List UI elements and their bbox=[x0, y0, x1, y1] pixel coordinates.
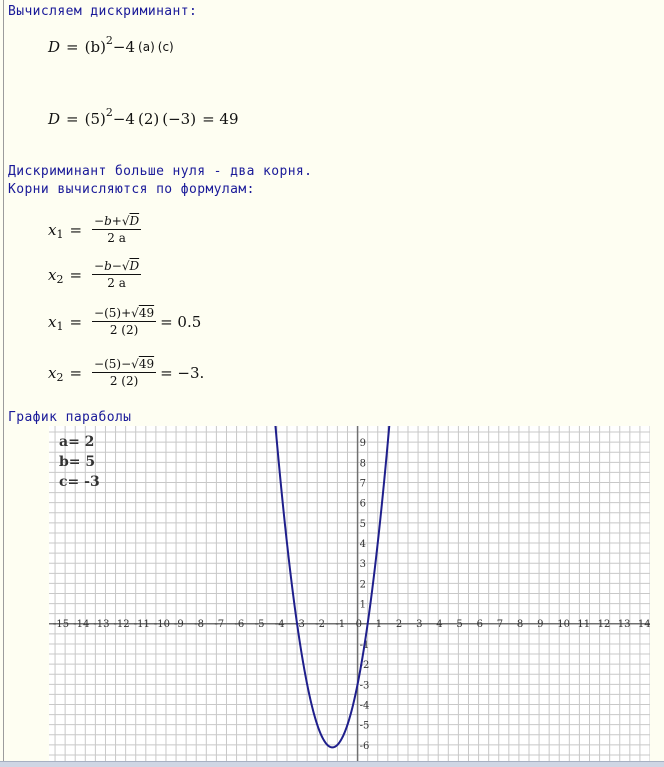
y-tick-label: 7 bbox=[359, 478, 366, 490]
x1-calc-sub: 1 bbox=[56, 320, 64, 333]
x2-calc-sub: 2 bbox=[56, 371, 64, 384]
x-tick-label: 4 bbox=[436, 618, 443, 630]
y-tick-label: -4 bbox=[359, 700, 370, 712]
y-tick-label: 4 bbox=[359, 539, 366, 551]
x2-numerator: −b−√D bbox=[94, 259, 140, 273]
y-tick-label: 9 bbox=[359, 438, 366, 450]
formula2-a: (2) bbox=[137, 110, 160, 128]
x-tick-label: 9 bbox=[537, 618, 544, 630]
parabola-chart-svg bbox=[49, 426, 650, 761]
formula1-rest: −4 bbox=[112, 38, 136, 56]
x-tick-label: -1 bbox=[335, 618, 346, 630]
x1-calc-denominator: 2 (2) bbox=[109, 323, 139, 337]
formula1-c: (c) bbox=[157, 40, 174, 54]
x2-calc-numerator: −(5)−√49 bbox=[94, 357, 155, 371]
x-tick-label: -7 bbox=[214, 618, 225, 630]
x1-calc-numerator: −(5)+√49 bbox=[94, 306, 155, 320]
formula1-eq: = bbox=[66, 38, 79, 56]
x-tick-label: 6 bbox=[476, 618, 483, 630]
root-formula-x2 bbox=[48, 259, 145, 290]
x2-denominator: 2 a bbox=[107, 276, 126, 290]
x2-eq: = bbox=[69, 265, 83, 284]
x-tick-label: -9 bbox=[174, 618, 184, 630]
y-tick-label: 1 bbox=[359, 599, 366, 611]
x-tick-label: 12 bbox=[597, 618, 611, 630]
y-tick-label: 3 bbox=[359, 559, 366, 571]
x1-calc-eq: = bbox=[69, 312, 83, 331]
roots-formula-text: Корни вычисляются по формулам: bbox=[8, 182, 255, 197]
formula2-rest: −4 bbox=[112, 110, 135, 128]
x-tick-label: -10 bbox=[153, 618, 170, 630]
y-tick-label: 5 bbox=[359, 518, 366, 530]
formula2-result: = 49 bbox=[202, 110, 239, 128]
formula1-a: (a) bbox=[138, 40, 155, 54]
y-tick-label: 2 bbox=[359, 579, 366, 591]
x-tick-label: -14 bbox=[73, 618, 90, 630]
root-formula-x1 bbox=[48, 214, 145, 245]
x-tick-label: -12 bbox=[113, 618, 130, 630]
y-tick-label: 8 bbox=[359, 458, 366, 470]
formula2-eq: = bbox=[66, 110, 79, 128]
discriminant-formula bbox=[48, 33, 174, 56]
root-calc-x1 bbox=[48, 306, 201, 337]
x-tick-label: 13 bbox=[617, 618, 631, 630]
x-tick-label: 5 bbox=[456, 618, 463, 630]
bottom-scrollbar[interactable] bbox=[0, 761, 664, 767]
formula1-exp: 2 bbox=[105, 33, 113, 47]
left-margin-line bbox=[3, 0, 4, 766]
x-tick-label: -13 bbox=[93, 618, 110, 630]
x2-var: x bbox=[48, 265, 57, 284]
y-tick-label: -3 bbox=[359, 680, 370, 692]
root-calc-x2 bbox=[48, 357, 204, 388]
x-tick-label: 11 bbox=[577, 618, 591, 630]
x1-fraction bbox=[92, 214, 141, 245]
x-tick-label: 8 bbox=[516, 618, 524, 630]
x1-calc-fraction bbox=[92, 306, 156, 337]
x2-calc-eq: = bbox=[69, 363, 83, 382]
x-tick-label: 2 bbox=[395, 618, 403, 630]
x1-eq: = bbox=[69, 220, 83, 239]
x-tick-label: 14 bbox=[637, 618, 650, 630]
x-tick-label: 3 bbox=[416, 618, 423, 630]
y-tick-label: 6 bbox=[359, 498, 366, 510]
x1-numerator: −b+√D bbox=[94, 214, 140, 228]
formula1-lhs: D bbox=[48, 38, 61, 56]
x1-calc-result: = 0.5 bbox=[160, 312, 202, 331]
formula2-b: (5) bbox=[84, 110, 106, 128]
x-tick-label: 0 bbox=[355, 618, 362, 630]
x2-calc-denominator: 2 (2) bbox=[109, 374, 139, 388]
x-tick-label: 7 bbox=[496, 618, 504, 630]
x2-calc-result: = −3. bbox=[160, 363, 205, 382]
x-tick-label: -6 bbox=[234, 618, 245, 630]
x-tick-label: -5 bbox=[254, 618, 265, 630]
x-tick-label: -3 bbox=[295, 618, 305, 630]
formula1-b: (b) bbox=[84, 38, 106, 56]
x2-calc-var: x bbox=[48, 363, 57, 382]
formula2-c: (−3) bbox=[162, 110, 197, 128]
param-b: b= 5 bbox=[59, 454, 96, 470]
param-c: c= -3 bbox=[59, 474, 100, 490]
x-tick-label: -2 bbox=[315, 618, 325, 630]
x-tick-label: -11 bbox=[133, 618, 150, 630]
graph-heading: График параболы bbox=[8, 410, 132, 425]
x-tick-label: 1 bbox=[375, 618, 383, 630]
x2-sub: 2 bbox=[56, 273, 64, 286]
parabola-graph bbox=[49, 426, 650, 761]
param-a: a= 2 bbox=[59, 434, 95, 450]
discriminant-heading: Вычисляем дискриминант: bbox=[8, 4, 198, 19]
x1-var: x bbox=[48, 220, 57, 239]
y-tick-label: -2 bbox=[359, 660, 370, 672]
x1-calc-var: x bbox=[48, 312, 57, 331]
x-tick-label: -4 bbox=[274, 618, 285, 630]
y-tick-label: -1 bbox=[359, 639, 370, 651]
x2-calc-fraction bbox=[92, 357, 156, 388]
y-tick-label: -6 bbox=[359, 740, 370, 752]
x2-fraction bbox=[92, 259, 141, 290]
two-roots-text: Дискриминант больше нуля - два корня. bbox=[8, 164, 313, 179]
formula2-lhs: D bbox=[48, 110, 61, 128]
x-tick-label: 10 bbox=[557, 618, 570, 630]
formula2-exp: 2 bbox=[105, 105, 113, 119]
x-tick-label: -15 bbox=[53, 618, 70, 630]
x1-sub: 1 bbox=[56, 228, 64, 241]
discriminant-calculation bbox=[48, 105, 239, 128]
y-tick-label: -5 bbox=[359, 720, 370, 732]
x-tick-label: -8 bbox=[194, 618, 204, 630]
x1-denominator: 2 a bbox=[107, 231, 126, 245]
